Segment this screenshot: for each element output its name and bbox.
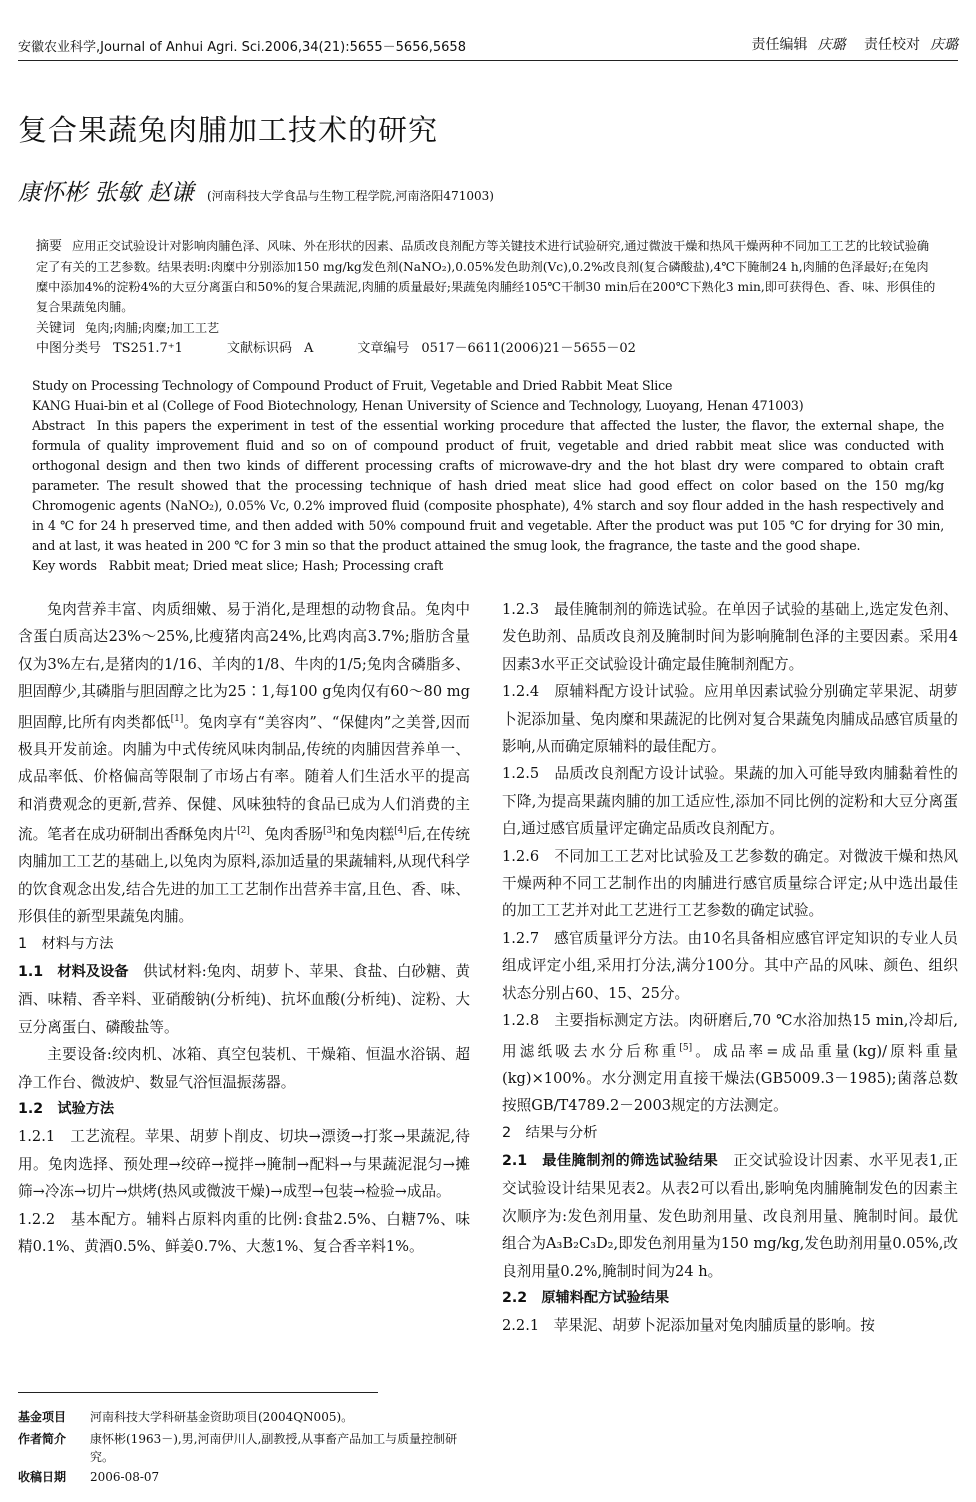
section-1-2-8: 1.2.8 主要指标测定方法。肉研磨后,70 ℃水浴加热15 min,冷却后,用滤纸吸去水分后称重[5]。成品率=成品重量(kg)/原料重量(kg)×100%。水分测定用直接干燥法(GB5009.3－1985);菌落总数按照GB/T4789.2－2003规定的方法测定。 [502,1012,958,1115]
author-names: 康怀彬 张敏 赵谦 [18,180,194,206]
section-1-heading: 1 材料与方法 [18,935,114,952]
editor-name: 庆璐 [817,37,846,53]
section-1-2-1: 1.2.1 工艺流程。苹果、胡萝卜削皮、切块→漂烫→打浆→果蔬泥,待用。兔肉选择、预处理→绞碎→搅拌→腌制→配料→与果蔬泥混匀→摊筛→冷冻→切片→烘烤(热风或微波干燥)→成型→包装→检验→成品。 [18,1128,470,1201]
chinese-abstract [36,236,940,317]
english-keywords-label: Key words [32,558,97,573]
english-abstract [32,416,944,556]
header-rule [18,60,958,61]
doc-code-value: A [303,341,314,356]
received-date: 2006-08-07 [90,1470,160,1484]
page-header [18,30,958,56]
english-authors: KANG Huai-bin et al (College of Food Biotechnology, Henan University of Science and Technology, Luoyang, Henan 471003) [32,398,804,413]
citation-4[interactable]: [4] [394,826,407,837]
section-1-2-7: 1.2.7 感官质量评分方法。由10名具备相应感官评定知识的专业人员组成评定小组,采用打分法,满分100分。其中产品的风味、颜色、组织状态分别占60、15、25分。 [502,929,958,1002]
doc-code-label: 文献标识码 [226,341,292,356]
abstract-label: 摘要 [36,239,63,254]
footnote-rule [18,1392,378,1393]
citation-1[interactable]: [1] [170,713,184,724]
english-title: Study on Processing Technology of Compound Product of Fruit, Vegetable and Dried Rabbit Meat Slice [32,378,673,393]
author-bio-label: 作者简介 [18,1432,67,1446]
clc-label: 中图分类号 [36,341,102,356]
english-abstract-text: In this papers the experiment in test of the essential working procedure that affected the luster, the flavor, the external shape, the formula of quality improvement fluid and so on of compound product of fruit, vegetable and dried rabbit meat slice was conducted with orthogonal design and then two kinds of different processing crafts of microwave-dry and the hot blast dry were compared to obtain craft parameter. The result showed that the processing technique of hash dried meat slice had good effect on color based on the 150 mg/kg Chromogenic agents (NaNO₂), 0.05% Vc, 0.2% improved fluid (composite phosphate), 4% starch and soy flour added in the hash respectively and in 4 ℃ for 24 h preserved time, and then added with 50% compound fruit and vegetable. After the product was put 105 ℃ for drying for 30 min, and at last, it was heated in 200 ℃ for 3 min so that the product attained the smug look, the fragrance, the taste and the good shape. [32,418,944,553]
editor-label: 责任编辑 [751,37,808,53]
citation-2[interactable]: [2] [237,826,250,837]
clc-value: TS251.7⁺1 [113,341,183,356]
abstract-text: 应用正交试验设计对影响肉脯色泽、风味、外在形状的因素、品质改良剂配方等关键技术进行试验研究,通过微波干燥和热风干燥两种不同加工工艺的比较试验确定了有关的工艺参数。结果表明:肉糜中分别添加150 mg/kg发色剂(NaNO₂),0.05%发色助剂(Vc),0.2%改良剂(复合磷酸盐),4℃下腌制24 h,肉脯的色泽最好;在兔肉糜中添加4%的淀粉4%的大豆分离蛋白和50%的复合果蔬泥,肉脯的质量最好;果蔬兔肉脯经105℃干制30 min后在200℃下熟化3 min,即可获得色、香、味、形俱佳的复合果蔬兔肉脯。 [36,239,936,314]
section-1-2-5: 1.2.5 品质改良剂配方设计试验。果蔬的加入可能导致肉脯黏着性的下降,为提高果蔬肉脯的加工适应性,添加不同比例的淀粉和大豆分离蛋白,通过感官质量评定确定品质改良剂配方。 [502,765,958,838]
optimal-combination: A₃B₂C₃D₂ [545,1235,614,1253]
keywords-label: 关键词 [36,321,76,336]
citation-3[interactable]: [3] [322,826,336,837]
body-right-column [502,596,958,1340]
article-no-label: 文章编号 [357,341,410,356]
section-1-2-4: 1.2.4 原辅料配方设计试验。应用单因素试验分别确定苹果泥、胡萝卜泥添加量、兔肉糜和果蔬泥的比例对复合果蔬兔肉脯成品感官质量的影响,从而确定原辅料的最佳配方。 [502,683,958,756]
author-affiliation: (河南科技大学食品与生物工程学院,河南洛阳471003) [206,189,494,203]
footnote-author [18,1430,478,1466]
section-2-2-heading: 2.2 原辅料配方试验结果 [502,1290,670,1307]
article-no-value: 0517－6611(2006)21－5655－02 [421,341,636,356]
section-1-2-3: 1.2.3 最佳腌制剂的筛选试验。在单因子试验的基础上,选定发色剂、发色助剂、品质改良剂及腌制时间为影响腌制色泽的主要因素。采用4因素3水平正交试验设计确定最佳腌制剂配方。 [502,601,958,673]
english-abstract-label: Abstract [32,418,85,433]
english-keywords-text: Rabbit meat; Dried meat slice; Hash; Processing craft [108,558,444,573]
author-line [18,174,494,207]
fund-text: 河南科技大学科研基金资助项目(2004QN005)。 [90,1410,354,1424]
english-keywords [32,556,944,576]
article-title: 复合果蔬兔肉脯加工技术的研究 [18,113,439,147]
citation-5[interactable]: [5] [679,1042,693,1053]
section-1-2-6: 1.2.6 不同加工工艺对比试验及工艺参数的确定。对微波干燥和热风干燥两种不同工艺制作出的肉脯进行感官质量综合评定;从中选出最佳的加工工艺并对此工艺进行工艺参数的确定试验。 [502,847,958,920]
journal-citation: 安徽农业科学,Journal of Anhui Agri. Sci.2006,34(21):5655－5656,5658 [18,40,466,55]
intro-paragraph: 兔肉营养丰富、肉质细嫩、易于消化,是理想的动物食品。兔肉中含蛋白质高达23%～25%,比瘦猪肉高24%,比鸡肉高3.7%;脂肪含量仅为3%左右,是猪肉的1/16、羊肉的1/8、牛肉的1/5;兔肉含磷脂多、胆固醇少,其磷脂与胆固醇之比为25∶1,每100 g兔肉仅有60～80 mg胆固醇,比所有肉类都低[1]。兔肉享有“美容肉”、“保健肉”之美誉,因而极具开发前途。肉脯为中式传统风味肉制品,传统的肉脯因营养单一、成品率低、价格偏高等限制了市场占有率。随着人们生活水平的提高和消费观念的更新,营养、保健、风味独特的食品已成为人们消费的主流。笔者在成功研制出香酥兔肉片[2]、兔肉香肠[3]和兔肉糕[4]后,在传统肉脯加工工艺的基础上,以兔肉为原料,添加适量的果蔬辅料,从现代科学的饮食观念出发,结合先进的加工工艺制作出营养丰富,且色、香、味、形俱佳的新型果蔬兔肉脯。 [18,601,470,926]
section-1-1: 1.1 材料及设备 供试材料:兔肉、胡萝卜、苹果、食盐、白砂糖、黄酒、味精、香辛料、亚硝酸钠(分析纯)、抗坏血酸(分析纯)、淀粉、大豆分离蛋白、磷酸盐等。 [18,963,470,1036]
classification-line [36,337,636,356]
author-bio-text: 康怀彬(1963－),男,河南伊川人,副教授,从事畜产品加工与质量控制研究。 [90,1432,458,1464]
section-1-2-2: 1.2.2 基本配方。辅料占原料肉重的比例:食盐2.5%、白糖7%、味精0.1%、黄酒0.5%、鲜姜0.7%、大葱1%、复合香辛料1%。 [18,1210,470,1256]
received-date-label: 收稿日期 [18,1470,67,1484]
equipment-paragraph: 主要设备:绞肉机、冰箱、真空包装机、干燥箱、恒温水浴锅、超净工作台、微波炉、数显气浴恒温振荡器。 [18,1046,470,1091]
footnote-fund [18,1408,478,1426]
section-2-1-heading: 2.1 最佳腌制剂的筛选试验结果 [502,1152,719,1169]
footnote-date [18,1468,478,1486]
section-2-2-1: 2.2.1 苹果泥、胡萝卜泥添加量对兔肉脯质量的影响。按 [502,1317,875,1335]
section-1-1-heading: 1.1 材料及设备 [18,964,129,980]
proofreader-name: 庆璐 [930,37,958,53]
section-1-2-heading: 1.2 试验方法 [18,1101,115,1118]
editor-credits [738,34,958,54]
proofreader-label: 责任校对 [864,37,920,53]
section-2-heading: 2 结果与分析 [502,1124,598,1141]
fund-label: 基金项目 [18,1410,67,1424]
keywords-text: 兔肉;肉脯;肉糜;加工工艺 [85,321,220,335]
body-left-column [18,596,470,1260]
chinese-keywords [36,317,219,336]
section-2-1: 2.1 最佳腌制剂的筛选试验结果 正交试验设计因素、水平见表1,正交试验设计结果见表2。从表2可以看出,影响兔肉脯腌制发色的因素主次顺序为:发色剂用量、发色助剂用量、改良剂用量、腌制时间。最优组合为A₃B₂C₃D₂,即发色剂用量为150 mg/kg,发色助剂用量0.05%,改良剂用量0.2%,腌制时间为24 h。 [502,1151,958,1280]
